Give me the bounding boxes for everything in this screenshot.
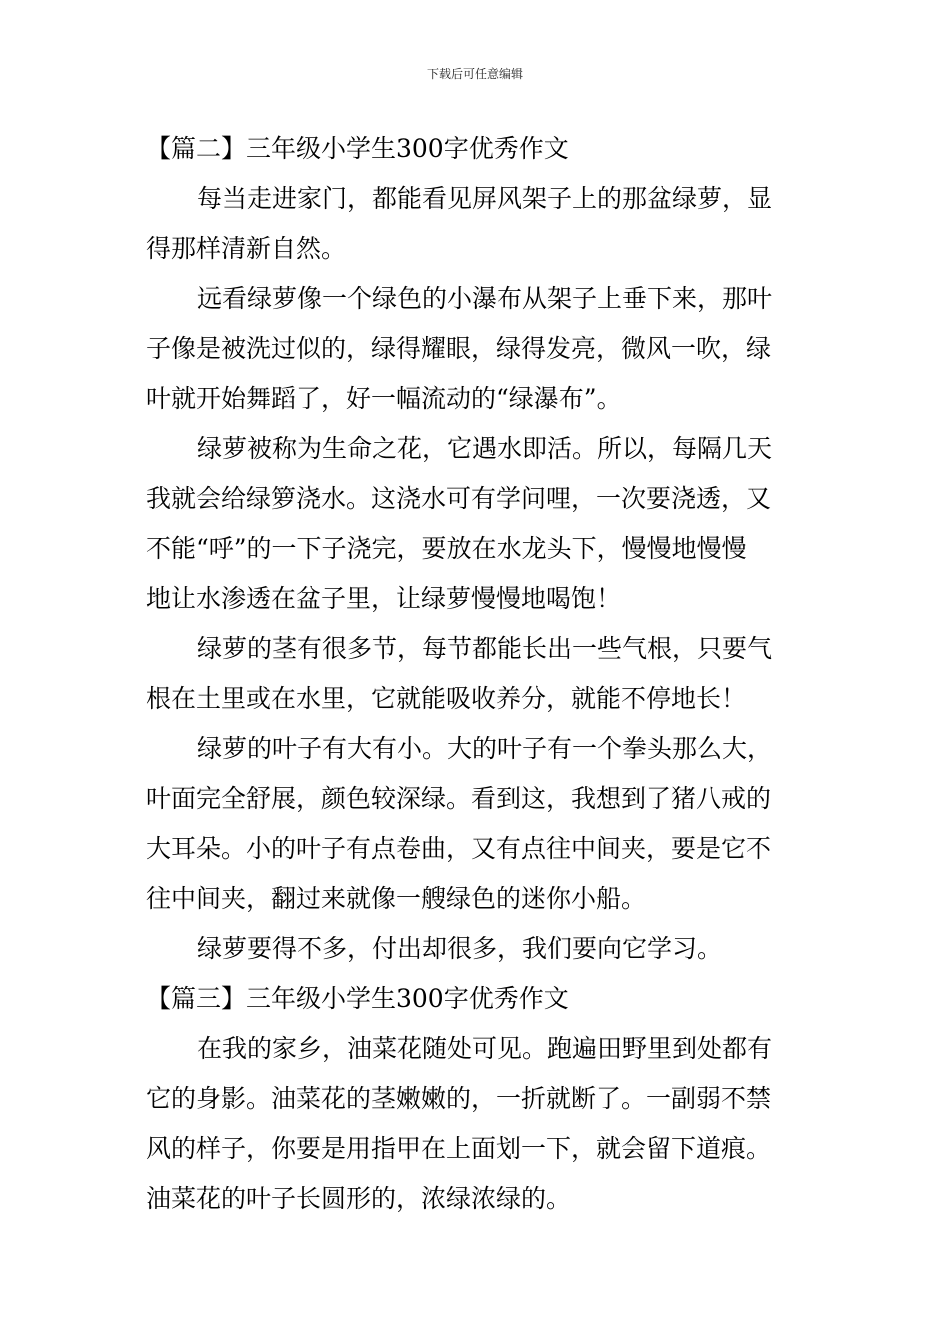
text-line: 不能“呼”的一下子浇完，要放在水龙头下，慢慢地慢慢 <box>146 534 747 563</box>
text-line: 绿萝要得不多，付出却很多，我们要向它学习。 <box>197 934 723 963</box>
text-line: 绿萝的叶子有大有小。大的叶子有一个拳头那么大， <box>197 734 773 763</box>
text-line: 它的身影。油菜花的茎嫩嫩的，一折就断了。一副弱不禁 <box>146 1084 772 1113</box>
text-line: 油菜花的叶子长圆形的，浓绿浓绿的。 <box>146 1184 572 1213</box>
text-line: 地让水渗透在盆子里，让绿萝慢慢地喝饱！ <box>146 584 622 613</box>
text-line: 每当走进家门，都能看见屏风架子上的那盆绿萝，显 <box>197 184 773 213</box>
text-line: 在我的家乡，油菜花随处可见。跑遍田野里到处都有 <box>197 1034 773 1063</box>
text-line: 根在土里或在水里，它就能吸收养分，就能不停地长！ <box>146 684 747 713</box>
text-line: 大耳朵。小的叶子有点卷曲，又有点往中间夹，要是它不 <box>146 834 772 863</box>
text-line: 往中间夹，翻过来就像一艘绿色的迷你小船。 <box>146 884 647 913</box>
section-heading: 【篇三】三年级小学生300字优秀作文 <box>146 984 569 1013</box>
text-line: 子像是被洗过似的，绿得耀眼，绿得发亮，微风一吹，绿 <box>146 334 772 363</box>
text-line: 远看绿萝像一个绿色的小瀑布从架子上垂下来，那叶 <box>197 284 773 313</box>
text-line: 叶面完全舒展，颜色较深绿。看到这，我想到了猪八戒的 <box>146 784 772 813</box>
header-note: 下载后可任意编辑 <box>426 67 523 81</box>
section-heading: 【篇二】三年级小学生300字优秀作文 <box>146 134 569 163</box>
text-line: 绿萝被称为生命之花，它遇水即活。所以，每隔几天 <box>197 434 773 463</box>
text-line: 绿萝的茎有很多节，每节都能长出一些气根，只要气 <box>197 634 773 663</box>
text-line: 得那样清新自然。 <box>146 234 347 263</box>
text-line: 我就会给绿箩浇水。这浇水可有学问哩，一次要浇透，又 <box>146 484 772 513</box>
text-line: 叶就开始舞蹈了，好一幅流动的“绿瀑布”。 <box>146 384 622 413</box>
text-line: 风的样子，你要是用指甲在上面划一下，就会留下道痕。 <box>146 1134 772 1163</box>
document-body <box>146 124 808 1224</box>
